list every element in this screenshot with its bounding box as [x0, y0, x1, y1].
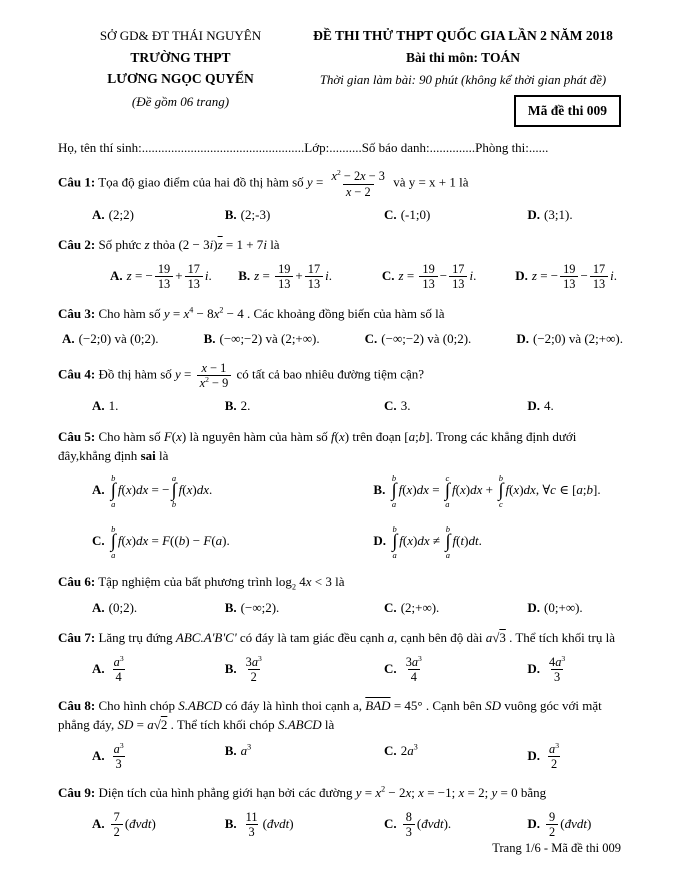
question-4-stem: Câu 4: Đồ thị hàm số y = $\frac{x - 1}{x^2 - 9}$ có tất cả bao nhiêu đường tiệm cận? [58, 361, 425, 391]
page-footer: Trang 1/6 - Mã đề thi 009 [492, 841, 621, 856]
question-9-option-d: D. $\frac{9}{2}$ (đvdt) [527, 810, 592, 840]
question-1-option-c: C. (-1;0) [384, 206, 431, 222]
question-8-option-b: B. $a^3$ [224, 742, 252, 759]
question-9 [58, 784, 623, 839]
question-6 [58, 573, 623, 616]
question-6-option-d: D. (0;+∞). [527, 599, 583, 615]
question-2 [58, 236, 623, 291]
question-5-options [58, 474, 623, 560]
question-8-option-a: A. $\frac{a^3}{3}$ [92, 740, 124, 772]
question-6-option-b: B. (−∞;2). [224, 599, 280, 615]
question-3-option-d: D. (−2;0) và (2;+∞). [516, 331, 623, 347]
question-3-option-c: C. (−∞;−2) và (0;2). [364, 331, 472, 347]
question-7-option-b: B. $\frac{3a^3}{2}$ [224, 653, 262, 685]
question-9-option-a: A. $\frac{7}{2}$ (đvdt) [92, 810, 156, 840]
question-4-option-c: C. 3. [384, 398, 411, 414]
header [58, 26, 623, 127]
question-6-options [58, 599, 623, 617]
question-2-option-a: A. z = − $\frac{19}{13}$ + $\frac{17}{13}$ i. [110, 262, 212, 292]
question-1 [58, 169, 623, 223]
question-5 [58, 428, 623, 560]
question-6-option-c: C. (2;+∞). [384, 599, 440, 615]
exam-duration: Thời gian làm bài: 90 phút (không kể thời gian phát đề) [319, 72, 607, 87]
question-9-stem: Câu 9: Diện tích của hình phẳng giới hạn bởi các đường $y = x^2 - 2x$; x = −1; x = 2; y = 0 bằng [58, 785, 547, 801]
exam-subject: Bài thi môn: TOÁN [406, 50, 520, 66]
school-name-line2: LƯƠNG NGỌC QUYẾN [107, 71, 254, 87]
school-name-line1: TRƯỜNG THPT [130, 49, 231, 65]
department-name: SỞ GD& ĐT THÁI NGUYÊN [99, 28, 262, 43]
question-8-options [58, 742, 623, 771]
question-5-option-a: A. b ∫ a f(x)dx = − a ∫ b f(x)dx. [92, 472, 213, 510]
header-right [303, 26, 623, 127]
question-7-stem: Câu 7: Lăng trụ đứng ABC.A'B'C' có đáy là tam giác đều cạnh a, cạnh bên độ dài a√3 . Thể tích khối trụ là [58, 630, 615, 646]
question-1-options [58, 206, 623, 224]
student-info-line: Họ, tên thí sinh:..................................................Lớp:..........Số báo danh:..............Phòng thi:...... [58, 139, 549, 155]
question-1-option-b: B. (2;-3) [224, 206, 271, 222]
question-4-option-a: A. 1. [92, 398, 119, 414]
question-3-options [58, 330, 623, 348]
question-3-stem: Câu 3: Cho hàm số $y = x^4 - 8x^2 - 4$ . Các khoảng đồng biến của hàm số là [58, 305, 445, 321]
exam-code-wrap [303, 95, 623, 127]
question-1-stem: Câu 1: Tọa độ giao điểm của hai đồ thị hàm số y = $\frac{x^2 - 2x - 3}{x - 2}$ và y = x + 1 là [58, 168, 469, 199]
question-7 [58, 629, 623, 684]
header-left [58, 26, 303, 127]
question-4-options [58, 397, 623, 415]
question-2-option-b: B. z = $\frac{19}{13}$ + $\frac{17}{13}$ i. [238, 262, 332, 292]
question-4-option-d: D. 4. [527, 398, 554, 414]
question-8-option-c: C. $2a^3$ [384, 742, 418, 759]
question-9-options [58, 810, 623, 839]
question-2-options [58, 262, 623, 291]
question-7-option-a: A. $\frac{a^3}{4}$ [92, 653, 124, 685]
question-9-option-c: C. $\frac{8}{3}$ (đvdt). [384, 810, 452, 840]
question-4 [58, 361, 623, 415]
question-9-option-b: B. $\frac{11}{3}$ (đvdt) [224, 810, 294, 840]
question-1-option-d: D. (3;1). [527, 206, 573, 222]
question-7-options [58, 655, 623, 684]
question-5-option-d: D. b ∫ a f(x)dx ≠ b ∫ a f(t)dt. [373, 523, 482, 561]
question-5-stem: Câu 5: Cho hàm số F(x) là nguyên hàm của hàm số f(x) trên đoạn [a;b]. Trong các khẳng định dưới đây,khẳng định sai là [58, 428, 577, 463]
question-8-option-d: D. $\frac{a^3}{2}$ [527, 740, 560, 772]
question-7-option-d: D. $\frac{4a^3}{3}$ [527, 653, 566, 685]
question-3 [58, 305, 623, 348]
question-6-option-a: A. (0;2). [92, 599, 138, 615]
question-7-option-c: C. $\frac{3a^3}{4}$ [384, 653, 422, 685]
question-4-option-b: B. 2. [224, 398, 251, 414]
question-2-stem: Câu 2: Số phức z thỏa $(2 - 3i)\overline{z} = 1 + 7i$ là [58, 237, 280, 253]
question-5-option-c: C. b ∫ a f(x)dx = F((b) − F(a). [92, 523, 230, 561]
question-3-option-a: A. (−2;0) và (0;2). [62, 331, 159, 347]
pages-note: (Đề gồm 06 trang) [131, 93, 230, 109]
exam-code-box: Mã đề thi 009 [514, 95, 621, 127]
question-8 [58, 697, 623, 771]
question-2-option-d: D. z = − $\frac{19}{13}$ − $\frac{17}{13}$ i. [515, 262, 618, 292]
question-8-stem: Câu 8: Cho hình chóp S.ABCD có đáy là hình thoi cạnh a, $\overline{BAD} = 45^\circ$ . Cạnh bên SD vuông góc với mặt phẳng đáy, SD = a√2 . Thể tích khối chóp S.ABCD là [58, 698, 602, 733]
question-6-stem: Câu 6: Tập nghiệm của bất phương trình $\log_2 4x < 3$ là [58, 573, 345, 592]
question-5-option-b: B. b ∫ a f(x)dx = c ∫ a f(x)dx + b ∫ c f(x)dx, ∀c ∈ [a;b]. [373, 472, 601, 510]
question-3-option-b: B. (−∞;−2) và (2;+∞). [203, 331, 320, 347]
question-2-option-c: C. z = $\frac{19}{13}$ − $\frac{17}{13}$ i. [381, 262, 477, 292]
exam-title: ĐỀ THI THỬ THPT QUỐC GIA LẦN 2 NĂM 2018 [313, 28, 613, 43]
question-1-option-a: A. (2;2) [92, 206, 134, 222]
